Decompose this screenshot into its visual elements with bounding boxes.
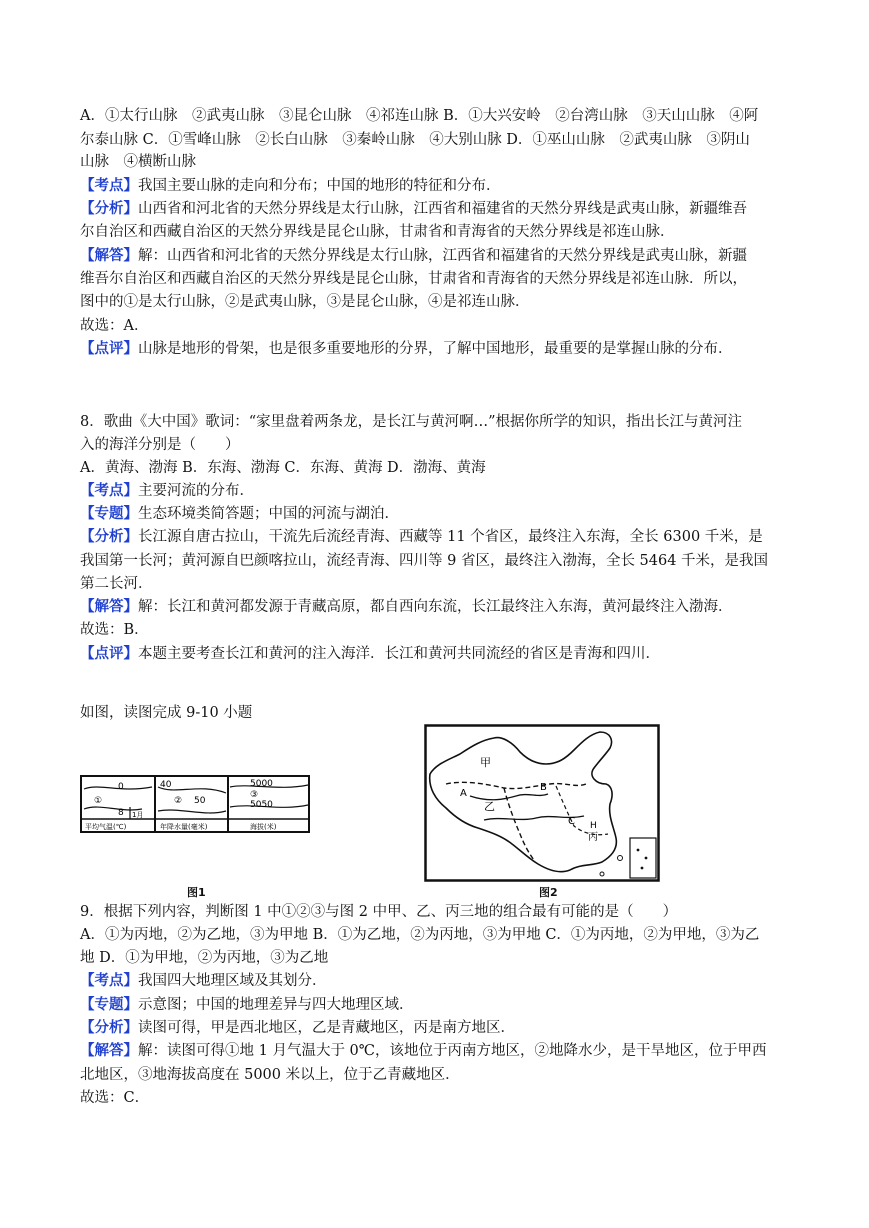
jieda-tag: 【解答】 xyxy=(80,598,138,615)
dianping-text: 本题主要考查长江和黄河的注入海洋．长江和黄河共同流经的省区是青海和四川． xyxy=(138,646,660,662)
jieda-tag: 【解答】 xyxy=(80,1042,138,1059)
jieda-text: 解：长江和黄河都发源于青藏高原，都自西向东流，长江最终注入东海，黄河最终注入渤海． xyxy=(138,599,733,615)
q8-fenxi-2: 我国第一长河；黄河源自巴颜喀拉山，流经青海、四川等 9 省区，最终注入渤海，全长 5464 千米，是我国 xyxy=(80,553,769,569)
q9-kaodian xyxy=(80,971,800,991)
q7-jieda-3: 图中的①是太行山脉，②是武夷山脉，③是昆仑山脉，④是祁连山脉． xyxy=(80,294,530,310)
map-label-h: H xyxy=(590,821,597,831)
fenxi-tag: 【分析】 xyxy=(80,1019,138,1036)
map-label-c: C xyxy=(568,816,575,827)
map-label-b: B xyxy=(540,782,547,793)
zhuanti-tag: 【专题】 xyxy=(80,996,138,1013)
kaodian-tag: 【考点】 xyxy=(80,972,138,989)
fenxi-tag: 【分析】 xyxy=(80,528,138,545)
fenxi-text: 长江源自唐古拉山，干流先后流经青海、西藏等 11 个省区，最终注入东海，全长 6300 千米，是 xyxy=(138,529,763,545)
fig1-marker-2: ② xyxy=(174,796,183,806)
fenxi-text: 山西省和河北省的天然分界线是太行山脉，江西省和福建省的天然分界线是武夷山脉，新疆维吾 xyxy=(138,201,747,217)
zhuanti-text: 生态环境类简答题；中国的河流与湖泊． xyxy=(138,506,399,522)
q9-answer: 故选：C． xyxy=(80,1090,150,1106)
q7-options-line2: 尔泰山脉 C．①雪峰山脉 ②长白山脉 ③秦岭山脉 ④大别山脉 D．①巫山山脉 ②武夷山脉 ③阴山 xyxy=(80,132,750,148)
map-label-jia: 甲 xyxy=(480,756,491,769)
figure-1 xyxy=(80,775,310,840)
kaodian-tag: 【考点】 xyxy=(80,177,138,194)
q7-fenxi-2: 尔自治区和西藏自治区的天然分界线是昆仑山脉，甘肃省和青海省的天然分界线是祁连山脉． xyxy=(80,224,675,240)
dianping-text: 山脉是地形的骨架，也是很多重要地形的分界，了解中国地形，最重要的是掌握山脉的分布． xyxy=(138,341,733,357)
q9-stem: 9．根据下列内容，判断图 1 中①②③与图 2 中甲、乙、丙三地的组合最有可能的是（ ） xyxy=(80,904,678,920)
q7-fenxi xyxy=(80,199,800,219)
q8-answer: 故选：B． xyxy=(80,622,149,638)
zhuanti-text: 示意图；中国的地理差异与四大地理区域． xyxy=(138,997,414,1013)
q9-fenxi xyxy=(80,1018,800,1038)
q9-jieda-2: 北地区，③地海拔高度在 5000 米以上，位于乙青藏地区． xyxy=(80,1067,460,1083)
figure-2-map xyxy=(424,724,660,882)
figure-1-caption: 图1 xyxy=(187,886,206,899)
q9-zhuanti xyxy=(80,995,800,1015)
dianping-tag: 【点评】 xyxy=(80,645,138,662)
map-label-yi: 乙 xyxy=(484,800,495,813)
q7-dianping xyxy=(80,339,800,359)
q7-kaodian xyxy=(80,176,800,196)
fenxi-tag: 【分析】 xyxy=(80,200,138,217)
q8-stem-2: 入的海洋分别是（ ） xyxy=(80,437,240,453)
fig1-p3-value-5050: 5050 xyxy=(250,800,273,810)
zhuanti-tag: 【专题】 xyxy=(80,505,138,522)
jieda-tag: 【解答】 xyxy=(80,247,138,264)
fig1-marker-3: ③ xyxy=(250,790,259,800)
kaodian-text: 我国主要山脉的走向和分布；中国的地形的特征和分布． xyxy=(138,178,501,194)
q8-dianping xyxy=(80,644,800,664)
map-label-bing: 丙 xyxy=(588,832,598,843)
q7-answer: 故选：A． xyxy=(80,318,149,334)
q8-fenxi xyxy=(80,527,800,547)
map-label-a: A xyxy=(460,788,467,799)
q7-options-line1: A．①太行山脉 ②武夷山脉 ③昆仑山脉 ④祁连山脉 B．①大兴安岭 ②台湾山脉 ③天山山脉 ④阿 xyxy=(80,108,759,124)
q7-options-line3: 山脉 ④横断山脉 xyxy=(80,154,196,170)
fig1-p3-label: 海拔(米) xyxy=(250,823,277,831)
q8-zhuanti xyxy=(80,504,800,524)
figure-1-drawing xyxy=(80,775,310,840)
figure-2-drawing xyxy=(424,724,660,882)
q8-options: A．黄海、渤海 B．东海、渤海 C．东海、黄海 D．渤海、黄海 xyxy=(80,460,486,476)
q9-jieda xyxy=(80,1041,800,1061)
q9-options-2: 地 D．①为甲地，②为丙地，③为乙地 xyxy=(80,950,329,966)
q7-jieda xyxy=(80,246,800,266)
fig1-p2-value-50: 50 xyxy=(194,796,206,806)
jieda-text: 解：山西省和河北省的天然分界线是太行山脉，江西省和福建省的天然分界线是武夷山脉，新疆 xyxy=(138,248,747,264)
figure-2-caption: 图2 xyxy=(539,886,558,899)
fig1-p3-value-5000: 5000 xyxy=(250,779,273,789)
fenxi-text: 读图可得，甲是西北地区，乙是青藏地区，丙是南方地区． xyxy=(138,1020,515,1036)
q9-options-1: A．①为丙地，②为乙地，③为甲地 B．①为乙地，②为丙地，③为甲地 C．①为丙地，②为甲地，③为乙 xyxy=(80,927,760,943)
q8-kaodian xyxy=(80,481,800,501)
jieda-text: 解：读图可得①地 1 月气温大于 0℃，该地位于丙南方地区，②地降水少，是干旱地区，位于甲西 xyxy=(138,1043,767,1059)
kaodian-text: 我国四大地理区域及其划分． xyxy=(138,973,327,989)
q8-fenxi-3: 第二长河． xyxy=(80,576,153,592)
q8-jieda xyxy=(80,597,800,617)
q7-jieda-2: 维吾尔自治区和西藏自治区的天然分界线是昆仑山脉，甘肃省和青海省的天然分界线是祁连山脉．所以， xyxy=(80,271,747,287)
fig1-p2-label: 年降水量(毫米) xyxy=(160,823,208,831)
fig1-p1-month: 1月 xyxy=(132,811,144,819)
kaodian-text: 主要河流的分布． xyxy=(138,483,254,499)
q8-stem-1: 8．歌曲《大中国》歌词：“家里盘着两条龙，是长江与黄河啊…”根据你所学的知识，指出长江与黄河注 xyxy=(80,414,743,430)
fig1-p1-label: 平均气温(℃) xyxy=(85,823,127,831)
fig1-p1-value-0: 0 xyxy=(118,782,124,792)
fig1-p2-value-40: 40 xyxy=(160,780,172,790)
fig1-p1-value-8: 8 xyxy=(118,808,124,818)
dianping-tag: 【点评】 xyxy=(80,340,138,357)
kaodian-tag: 【考点】 xyxy=(80,482,138,499)
figure-intro: 如图，读图完成 9-10 小题 xyxy=(80,705,253,721)
fig1-marker-1: ① xyxy=(94,796,103,806)
